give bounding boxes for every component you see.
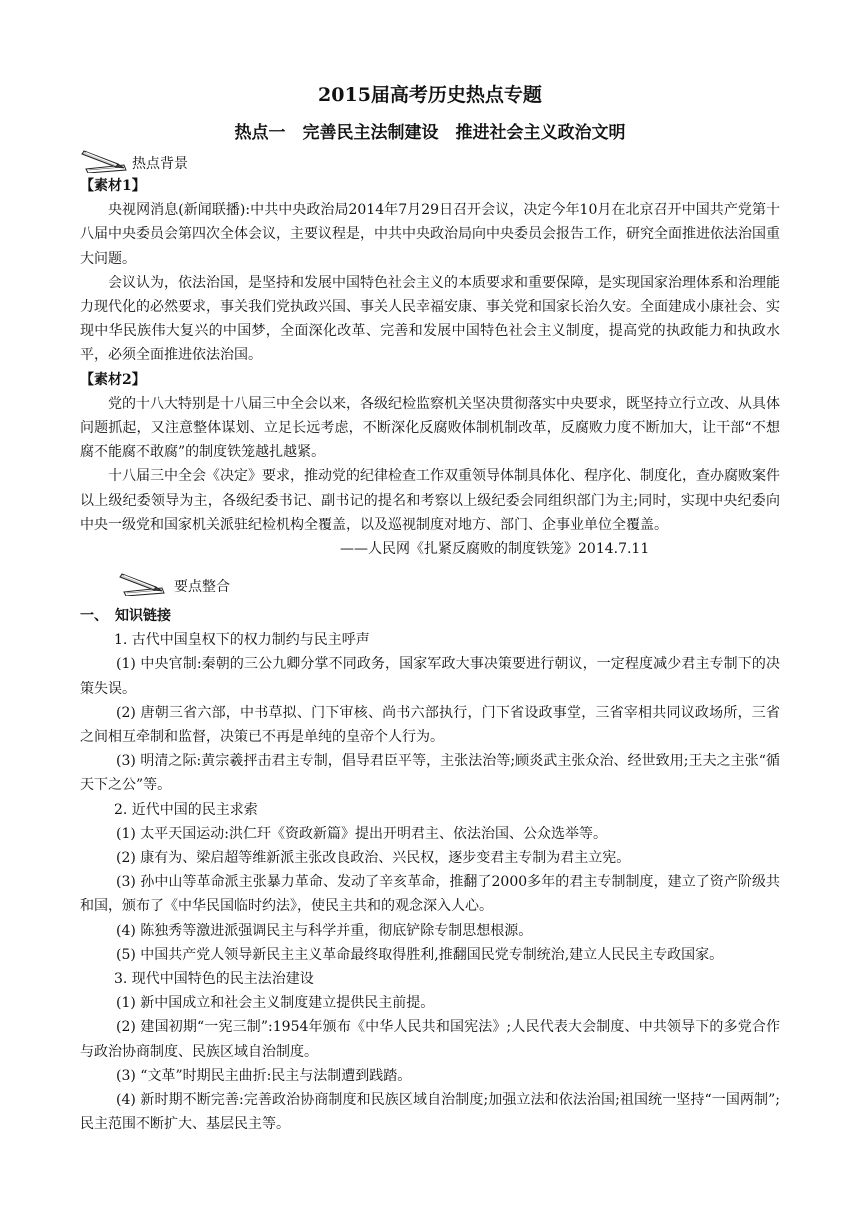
material1-paragraph-1: 央视网消息(新闻联播):中共中央政治局2014年7月29日召开会议，决定今年10月在北京召开中国共产党第十八届中央委员会第四次全体会议，主要议程是，中共中央政治局向中央委员会报告工作，研究全面推进依法治国重大问题。 <box>80 202 780 267</box>
page-title: 2015届高考历史热点专题 <box>318 84 542 106</box>
knowledge-heading: 一、 知识链接 <box>80 608 171 624</box>
material2-source: ——人民网《扎紧反腐败的制度铁笼》2014.7.11 <box>340 541 650 558</box>
material2-label: 【素材2】 <box>80 371 146 388</box>
materials-block <box>80 174 780 561</box>
list-item: (1) 中央官制:秦朝的三公九卿分掌不同政务，国家军政大事决策要进行朝议，一定程度减少君主专制下的决策失误。 <box>80 656 780 697</box>
list-item: (3) “文革”时期民主曲折:民主与法制遭到践踏。 <box>116 1067 412 1084</box>
list-item: (2) 唐朝三省六部，中书草拟、门下审核、尚书六部执行，门下省设政事堂，三省宰相共同议政场所，三省之间相互牵制和监督，决策已不再是单纯的皇帝个人行为。 <box>80 704 780 746</box>
section-background-header <box>80 145 188 173</box>
material2-paragraph-1: 党的十八大特别是十八届三中全会以来，各级纪检监察机关坚决贯彻落实中央要求，既坚持立行立改、从具体问题抓起，又注意整体谋划、立足长远考虑，不断深化反腐败体制机制改革，反腐败力度不断加大，让干部“不想腐不能腐不敢腐”的制度铁笼越扎越紧。 <box>80 395 780 461</box>
pen-notebook-icon <box>80 145 130 173</box>
group-title: 1. 古代中国皇权下的权力制约与民主呼声 <box>114 632 370 649</box>
section-summary-label: 要点整合 <box>174 579 230 595</box>
list-item: (2) 建国初期“一宪三制”:1954年颁布《中华人民共和国宪法》;人民代表大会制度、中共领导下的多党合作与政治协商制度、民族区域自治制度。 <box>80 1019 780 1060</box>
section-background-label: 热点背景 <box>132 156 188 172</box>
section-summary-header <box>118 568 230 596</box>
list-item: (4) 新时期不断完善:完善政治协商制度和民族区域自治制度;加强立法和依法治国;祖国统一坚持“一国两制”;民主范围不断扩大、基层民主等。 <box>80 1092 780 1133</box>
page-subtitle: 热点一 完善民主法制建设 推进社会主义政治文明 <box>234 123 626 143</box>
list-item: (4) 陈独秀等激进派强调民主与科学并重，彻底铲除专制思想根源。 <box>116 922 533 939</box>
group-title: 2. 近代中国的民主求索 <box>114 801 258 818</box>
list-item: (1) 太平天国运动:洪仁玕《资政新篇》提出开明君主、依法治国、公众选举等。 <box>116 825 607 842</box>
group-title: 3. 现代中国特色的民主法治建设 <box>114 971 314 988</box>
list-item: (3) 明清之际:黄宗羲抨击君主专制，倡导君臣平等，主张法治等;顾炎武主张众治、经世致用;王夫之主张“循天下之公”等。 <box>80 753 780 794</box>
list-item: (1) 新中国成立和社会主义制度建立提供民主前提。 <box>116 995 435 1012</box>
material1-paragraph-2: 会议认为，依法治国，是坚持和发展中国特色社会主义的本质要求和重要保障，是实现国家治理体系和治理能力现代化的必然要求，事关我们党执政兴国、事关人民幸福安康、事关党和国家长治久安。全面建成小康社会、实现中华民族伟大复兴的中国梦，全面深化改革、完善和发展中国特色社会主义制度，提高党的执政能力和执政水平，必须全面推进依法治国。 <box>80 274 780 364</box>
material1-label: 【素材1】 <box>80 178 146 194</box>
material2-paragraph-2: 十八届三中全会《决定》要求，推动党的纪律检查工作双重领导体制具体化、程序化、制度化，查办腐败案件以上级纪委领导为主，各级纪委书记、副书记的提名和考察以上级纪委会同组织部门为主;同时，实现中央纪委向中央一级党和国家机关派驻纪检机构全覆盖，以及巡视制度对地方、部门、企事业单位全覆盖。 <box>80 468 780 533</box>
list-item: (2) 康有为、梁启超等维新派主张改良政治、兴民权，逐步变君主专制为君主立宪。 <box>116 850 631 867</box>
pen-notebook-icon <box>118 568 168 596</box>
list-item: (3) 孙中山等革命派主张暴力革命、发动了辛亥革命，推翻了2000多年的君主专制制度，建立了资产阶级共和国，颁布了《中华民国临时约法》，使民主共和的观念深入人心。 <box>80 874 780 915</box>
list-item: (5) 中国共产党人领导新民主主义革命最终取得胜利,推翻国民党专制统治,建立人民民主专政国家。 <box>116 946 724 963</box>
knowledge-block <box>80 604 780 1136</box>
